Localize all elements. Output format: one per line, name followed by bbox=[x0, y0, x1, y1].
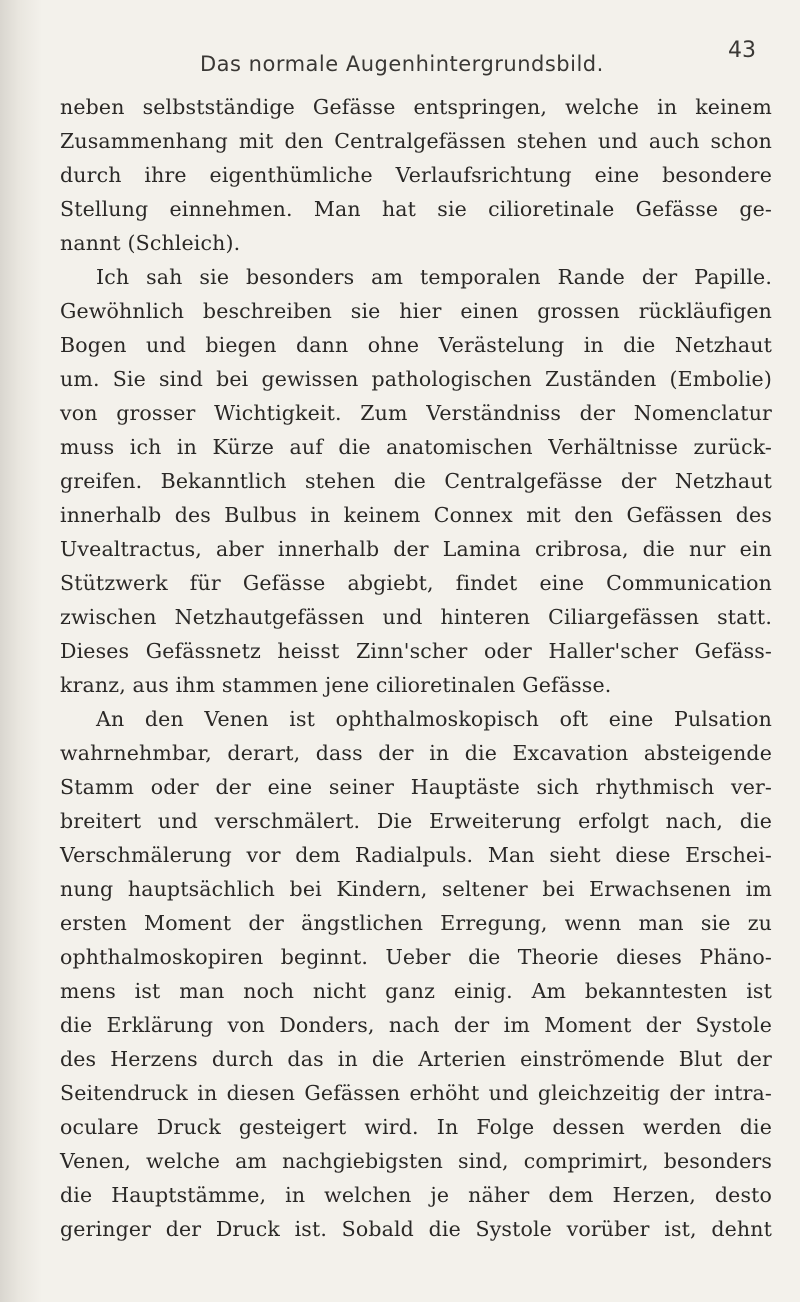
book-page bbox=[60, 38, 772, 1246]
text-line: Verschmälerung vor dem Radialpuls. Man sieht diese Erschei- bbox=[60, 843, 772, 867]
text-line: nung hauptsächlich bei Kindern, seltener bei Erwachsenen im bbox=[60, 877, 772, 901]
text-line: breitert und verschmälert. Die Erweiterung erfolgt nach, die bbox=[60, 809, 772, 833]
text-line: mens ist man noch nicht ganz einig. Am bekanntesten ist bbox=[60, 979, 772, 1003]
page-binding-shadow bbox=[0, 0, 42, 1302]
text-line: Venen, welche am nachgiebigsten sind, comprimirt, besonders bbox=[60, 1149, 772, 1173]
text-line: kranz, aus ihm stammen jene cilioretinalen Gefässe. bbox=[60, 673, 612, 697]
running-head bbox=[60, 38, 772, 84]
running-head-title: Das normale Augenhintergrundsbild. bbox=[200, 52, 604, 76]
text-line: muss ich in Kürze auf die anatomischen Verhältnisse zurück- bbox=[60, 435, 772, 459]
text-line: ersten Moment der ängstlichen Erregung, wenn man sie zu bbox=[60, 911, 772, 935]
body-text bbox=[60, 90, 772, 1246]
text-line: Dieses Gefässnetz heisst Zinn'scher oder Haller'scher Gefäss- bbox=[60, 639, 772, 663]
text-line: durch ihre eigenthümliche Verlaufsrichtung eine besondere bbox=[60, 163, 772, 187]
text-line: nannt (Schleich). bbox=[60, 231, 241, 255]
page-number: 43 bbox=[728, 38, 756, 63]
text-line: geringer der Druck ist. Sobald die Systole vorüber ist, dehnt bbox=[60, 1217, 772, 1241]
text-line: Zusammenhang mit den Centralgefässen stehen und auch schon bbox=[60, 129, 772, 153]
text-line: zwischen Netzhautgefässen und hinteren Ciliargefässen statt. bbox=[60, 605, 772, 629]
text-line: die Hauptstämme, in welchen je näher dem Herzen, desto bbox=[60, 1183, 772, 1207]
text-line: Seitendruck in diesen Gefässen erhöht und gleichzeitig der intra- bbox=[60, 1081, 772, 1105]
text-line: neben selbstständige Gefässe entspringen, welche in keinem bbox=[60, 95, 772, 119]
text-line: ophthalmoskopiren beginnt. Ueber die Theorie dieses Phäno- bbox=[60, 945, 772, 969]
text-line: Stamm oder der eine seiner Hauptäste sich rhythmisch ver- bbox=[60, 775, 772, 799]
text-line: Stellung einnehmen. Man hat sie cilioretinale Gefässe ge- bbox=[60, 197, 772, 221]
text-line: Stützwerk für Gefässe abgiebt, findet eine Communication bbox=[60, 571, 772, 595]
text-line: wahrnehmbar, derart, dass der in die Excavation absteigende bbox=[60, 741, 772, 765]
paragraph-start-line: Ich sah sie besonders am temporalen Rande der Papille. bbox=[96, 265, 772, 289]
paragraph-start-line: An den Venen ist ophthalmoskopisch oft eine Pulsation bbox=[96, 707, 772, 731]
text-line: oculare Druck gesteigert wird. In Folge dessen werden die bbox=[60, 1115, 772, 1139]
text-line: des Herzens durch das in die Arterien einströmende Blut der bbox=[60, 1047, 772, 1071]
text-line: von grosser Wichtigkeit. Zum Verständniss der Nomenclatur bbox=[60, 401, 772, 425]
text-line: um. Sie sind bei gewissen pathologischen Zuständen (Embolie) bbox=[60, 367, 772, 391]
text-line: Bogen und biegen dann ohne Verästelung in die Netzhaut bbox=[60, 333, 772, 357]
text-line: die Erklärung von Donders, nach der im Moment der Systole bbox=[60, 1013, 772, 1037]
text-line: innerhalb des Bulbus in keinem Connex mit den Gefässen des bbox=[60, 503, 772, 527]
text-line: Gewöhnlich beschreiben sie hier einen grossen rückläufigen bbox=[60, 299, 772, 323]
text-line: Uvealtractus, aber innerhalb der Lamina cribrosa, die nur ein bbox=[60, 537, 772, 561]
text-line: greifen. Bekanntlich stehen die Centralgefässe der Netzhaut bbox=[60, 469, 772, 493]
